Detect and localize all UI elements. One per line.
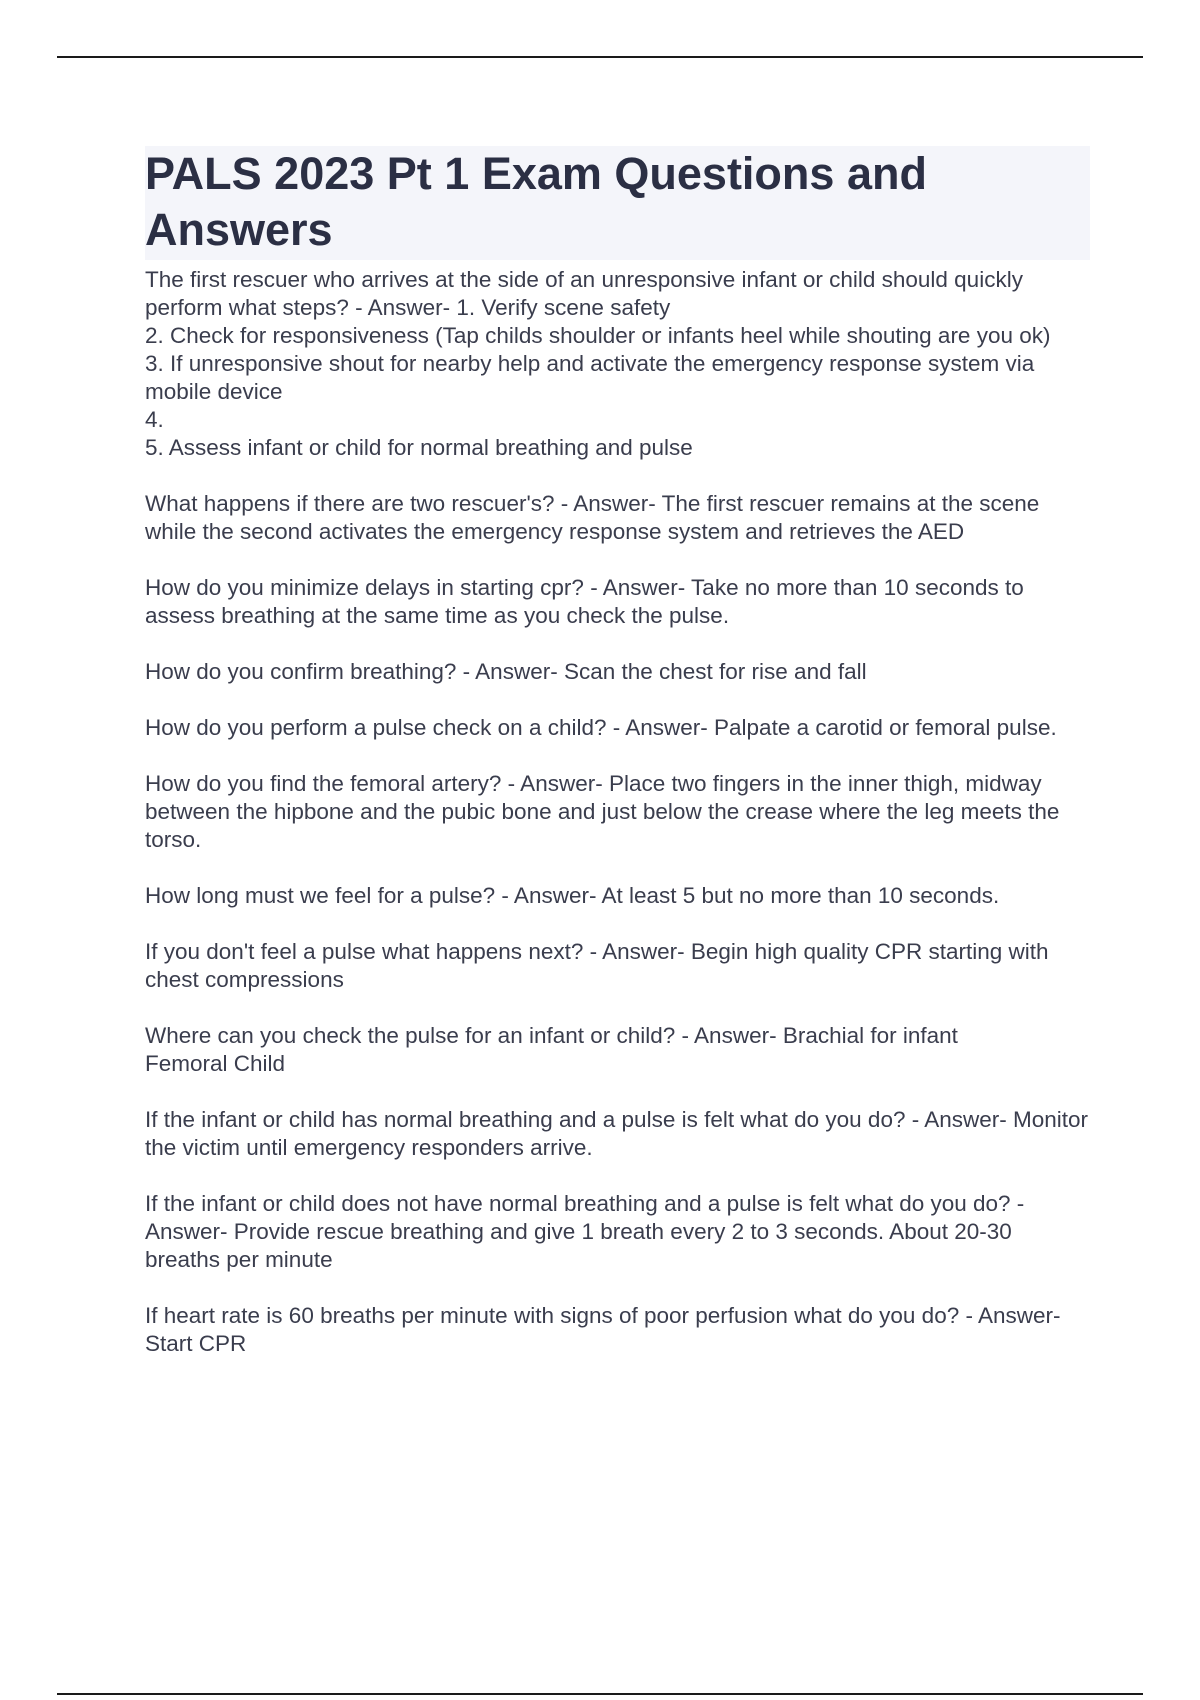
qa-item: [145, 938, 1090, 994]
qa-line: If the infant or child has normal breathing and a pulse is felt what do you do? - Answer- Monitor the victim until emergency responders arrive.: [145, 1107, 1095, 1160]
qa-line: How do you find the femoral artery? - Answer- Place two fingers in the inner thigh, midway between the hipbone and the pubic bone and just below the crease where the leg meets the torso.: [145, 771, 1066, 852]
qa-item: [145, 1190, 1090, 1274]
qa-line: Femoral Child: [145, 1051, 286, 1076]
qa-item: [145, 490, 1090, 546]
qa-line: The first rescuer who arrives at the side of an unresponsive infant or child should quickly perform what steps? - Answer- 1. Verify scene safety: [145, 267, 1030, 320]
qa-line: 5. Assess infant or child for normal breathing and pulse: [145, 435, 693, 460]
qa-line: 3. If unresponsive shout for nearby help and activate the emergency response system via mobile device: [145, 351, 1041, 404]
qa-line: How do you perform a pulse check on a child? - Answer- Palpate a carotid or femoral pulse.: [145, 715, 1057, 740]
qa-line: Where can you check the pulse for an infant or child? - Answer- Brachial for infant: [145, 1023, 958, 1048]
qa-line: How long must we feel for a pulse? - Answer- At least 5 but no more than 10 seconds.: [145, 883, 1000, 908]
qa-item: [145, 658, 1090, 686]
bottom-divider: [57, 1693, 1143, 1695]
qa-line: If heart rate is 60 breaths per minute with signs of poor perfusion what do you do? - Answer- Start CPR: [145, 1303, 1067, 1356]
qa-line: 2. Check for responsiveness (Tap childs shoulder or infants heel while shouting are you ok): [145, 323, 1051, 348]
qa-line: 4.: [145, 407, 164, 432]
qa-item: [145, 1022, 1090, 1078]
qa-line: If you don't feel a pulse what happens next? - Answer- Begin high quality CPR starting with chest compressions: [145, 939, 1055, 992]
qa-item: [145, 714, 1090, 742]
qa-list: [145, 266, 1095, 1358]
document-title: PALS 2023 Pt 1 Exam Questions and Answers: [145, 146, 1090, 260]
qa-line: How do you confirm breathing? - Answer- Scan the chest for rise and fall: [145, 659, 867, 684]
top-divider: [57, 56, 1143, 58]
qa-item: [145, 1302, 1090, 1358]
qa-item: [145, 1106, 1095, 1162]
qa-item: [145, 882, 1090, 910]
qa-item: [145, 266, 1090, 462]
qa-line: How do you minimize delays in starting cpr? - Answer- Take no more than 10 seconds to assess breathing at the same time as you check the pulse.: [145, 575, 1031, 628]
qa-line: If the infant or child does not have normal breathing and a pulse is felt what do you do? - Answer- Provide rescue breathing and give 1 breath every 2 to 3 seconds. About 20-30 breaths per minute: [145, 1191, 1030, 1272]
qa-item: [145, 574, 1090, 630]
qa-line: What happens if there are two rescuer's? - Answer- The first rescuer remains at the scene while the second activates the emergency response system and retrieves the AED: [145, 491, 1046, 544]
qa-item: [145, 770, 1090, 854]
document-body: [145, 146, 1095, 1358]
